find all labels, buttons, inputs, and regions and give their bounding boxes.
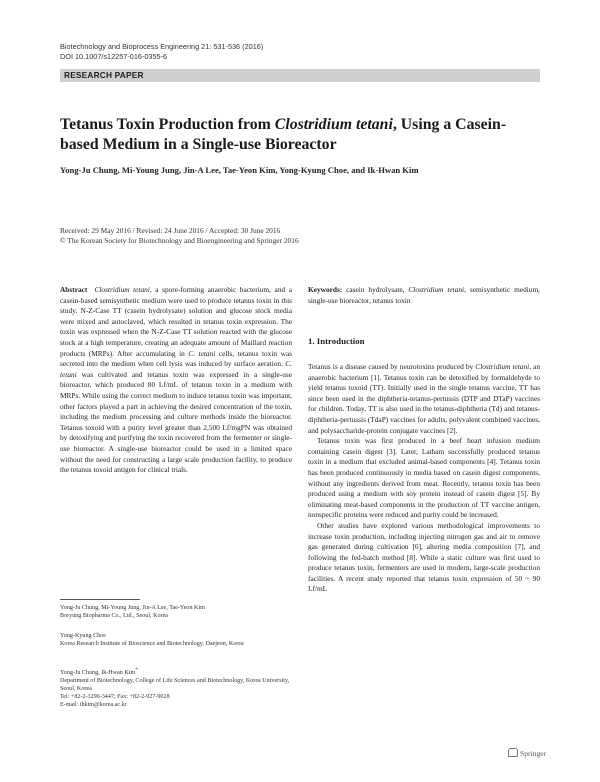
affiliation-names: Yong-Kyung Choe bbox=[60, 633, 106, 639]
contact-phone: Tel: +82-2-3290-3447; Fax: +82-2-927-9028 bbox=[60, 694, 170, 701]
paper-title bbox=[60, 115, 530, 154]
abstract-species: Clostridium tetani bbox=[94, 285, 150, 294]
paragraph: Other studies have explored various methodological improvements to increase toxin production, including injecting nitrogen gas and air to remove gas generated during cultivation [6], altering media composition [7], and following the fed-batch method [8]. While a static culture was first used to produce tetanus toxin, fermenters are used in modern, large-scale production facilities. A recent study reported that tetanus toxin expression of 50 ~ 90 Lf/mL bbox=[308, 520, 540, 594]
affiliation-institution: Korea Research Institute of Bioscience and Biotechnology, Daejeon, Korea bbox=[60, 641, 244, 648]
abstract-text: , a spore-forming anaerobic bacterium, and a casein-based semisynthetic medium were used to produce tetanus toxin in this study. N-Z-Case TT (casein hydrolysate) solution and glucose stock media were mixed and autoclaved, which resulted in tetanus toxin expression. The toxin was expressed when the N-Z-Case TT solution reacted with the glucose stock at a high temperature, creating an adequate amount of Maillard reaction products (MRPs). After accumulating in bbox=[60, 285, 292, 358]
paragraph-text: Tetanus is a disease caused by neurotoxins produced by bbox=[308, 362, 476, 371]
affiliation-3 bbox=[60, 666, 300, 710]
affiliation-institution: Boryung Biopharma Co., Ltd., Seoul, Korea bbox=[60, 613, 168, 620]
abstract-label: Abstract bbox=[60, 285, 88, 294]
abstract-text: cells, tetanus toxin was secreted into the medium when cell lysis was induced by surface aeration. bbox=[60, 348, 292, 369]
abstract bbox=[60, 285, 292, 476]
paragraph bbox=[308, 362, 540, 436]
title-species: Clostridium tetani bbox=[274, 116, 393, 133]
copyright: © The Korean Society for Biotechnology and Bioengineering and Springer 2016 bbox=[60, 236, 299, 246]
keywords-species: Clostridium tetani bbox=[408, 285, 465, 294]
springer-horse-icon bbox=[508, 748, 518, 757]
keywords-text: , semisynthetic medium, single-use bioreactor, tetanus toxin bbox=[308, 285, 541, 305]
keywords-label: Keywords: bbox=[308, 285, 343, 294]
title-part: Tetanus Toxin Production from bbox=[60, 116, 275, 133]
affiliation-1 bbox=[60, 604, 300, 620]
journal-citation bbox=[60, 42, 263, 62]
affiliation-names bbox=[60, 666, 300, 677]
affiliation-names: Yong-Ju Chung, Mi-Young Jung, Jin-A Lee, Tae-Yeon Kim bbox=[60, 605, 205, 611]
paragraph-text: , an anaerobic bacterium [1]. Tetanus toxin can be detoxified by formaldehyde to yield tetanus toxoid (TT). Initially used in the single tetanus vaccine, TT has since been used in the diphtheria-tetanus-pertussis (DTP and DTaP) vaccines for children. Today, TT is also used in the tetanus-diphtheria (Td) and tetanus-diphtheria-pertussis (TdaP) vaccines for adults, polyvalent combined vaccines, and polysaccharide-protein conjugate vaccines [2]. bbox=[308, 362, 541, 435]
doi: DOI 10.1007/s12257-016-0355-6 bbox=[60, 52, 168, 61]
publication-dates bbox=[60, 226, 540, 247]
abstract-species: C. tetani bbox=[188, 348, 216, 358]
section-heading: 1. Introduction bbox=[308, 336, 365, 346]
paragraph: Tetanus toxin was first produced in a beef heart infusion medium containing casein digest [3]. Later, Latham successfully produced tetanus toxin in a medium that excluded animal-based components [4]. Tetanus toxin has been produced continuously in media based on casein digest components, without any ingredients derived from meat. Recently, tetanus toxin has been produced using a medium with soy protein instead of casein digest [5]. By eliminating meat-based components in the production of TT vaccine antigen, nonspecific proteins were reduced and purity could be increased. bbox=[308, 436, 540, 520]
keywords-text: casein hydrolysate, bbox=[342, 285, 409, 294]
publisher-name: Springer bbox=[520, 749, 547, 758]
abstract-species: C. tetani bbox=[60, 359, 292, 379]
paragraph-species: Clostridium tetani bbox=[475, 362, 530, 371]
publisher-logo bbox=[508, 748, 546, 758]
introduction-body bbox=[308, 362, 540, 595]
author-list: Yong-Ju Chung, Mi-Young Jung, Jin-A Lee, Tae-Yeon Kim, Yong-Kyung Choe, and Ik-Hwan Kim bbox=[60, 165, 419, 175]
affiliation-department: Department of Biotechnology, College of Life Sciences and Biotechnology, Korea University, Seoul, Korea bbox=[60, 678, 290, 693]
section-band bbox=[60, 69, 540, 82]
received-dates: Received: 29 May 2016 / Revised: 24 June 2016 / Accepted: 30 June 2016 bbox=[60, 226, 281, 235]
corresponding-mark: * bbox=[135, 667, 138, 673]
corresponding-names: Yong-Ju Chung, Ik-Hwan Kim bbox=[60, 670, 136, 677]
title-part: , Using a Casein-based Medium in a Single-use Bioreactor bbox=[60, 116, 507, 153]
keywords bbox=[308, 285, 540, 306]
footnote-divider bbox=[60, 599, 140, 600]
contact-email: E-mail: ihkim@korea.ac.kr bbox=[60, 702, 127, 709]
section-label: RESEARCH PAPER bbox=[64, 70, 144, 80]
affiliation-2 bbox=[60, 632, 300, 648]
journal-name: Biotechnology and Bioprocess Engineering 21: 531-536 (2016) bbox=[60, 42, 264, 51]
abstract-text: was cultivated and tetanus toxin was expressed in a single-use bioreactor, which produced 80 Lf/mL of tetanus toxin in a medium with MRPs. While using the correct medium to induce tetanus toxin was important, other factors played a part in achieving the desired concentration of the toxin, including the medium processing and culture methods inside the bioreactor. Tetanus toxoid with a purity level greater than 2,500 Lf/mgPN was obtained by detoxifying and purifying the toxin recovered from the fermenter or single-use bioreactor. A single-use bioreactor could be used in a limited space without the need for constructing a large scale production facility, to produce the tetanus toxoid antigen for clinical trials. bbox=[60, 369, 292, 475]
